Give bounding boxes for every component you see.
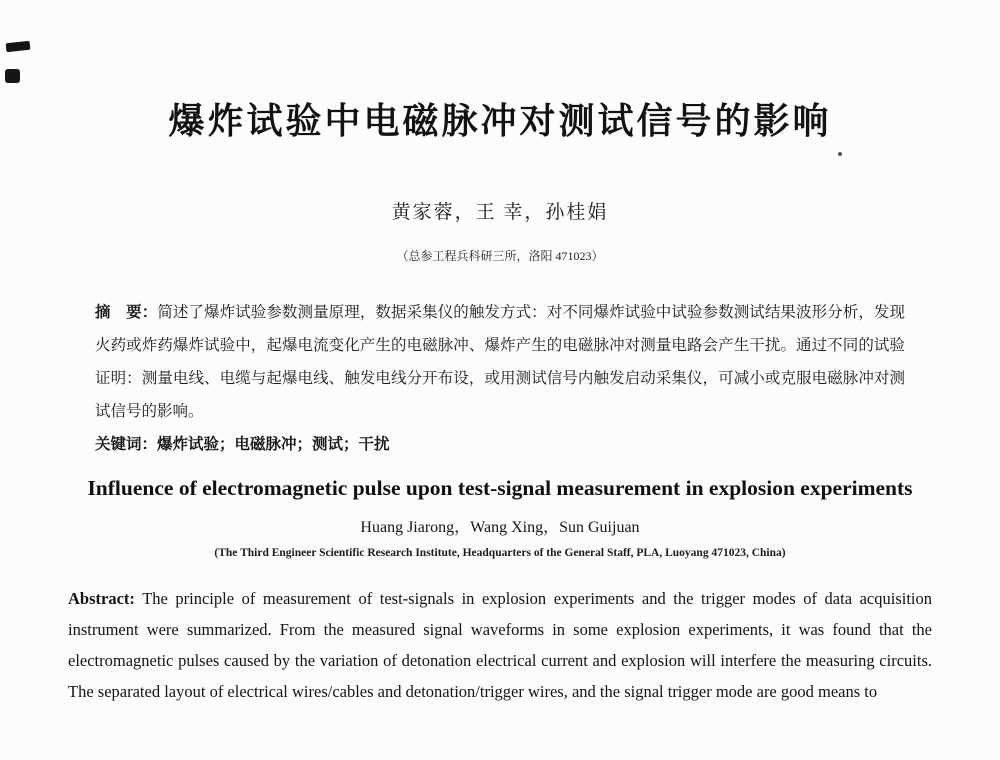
affiliation-zh: （总参工程兵科研三所，洛阳 471023）: [396, 249, 604, 263]
affiliation-en: (The Third Engineer Scientific Research Institute, Headquarters of the General Staff, PLA, Luoyang 471023, China): [214, 547, 786, 559]
keywords-zh-label: 关键词：: [95, 435, 158, 453]
abstract-zh-text: 简述了爆炸试验参数测量原理，数据采集仪的触发方式：对不同爆炸试验中试验参数测试结果波形分析，发现火药或炸药爆炸试验中，起爆电流变化产生的电磁脉冲、爆炸产生的电磁脉冲对测量电路会产生干扰。通过不同的试验证明：测量电线、电缆与起爆电线、触发电线分开布设，或用测试信号内触发启动采集仪，可减小或克服电磁脉冲对测试信号的影响。: [95, 304, 905, 420]
keywords-zh-text: 爆炸试验；电磁脉冲；测试；干扰: [157, 435, 390, 453]
paper-title-zh: 爆炸试验中电磁脉冲对测试信号的影响: [168, 101, 832, 142]
abstract-zh: [95, 296, 905, 428]
authors-en: Huang Jiarong，Wang Xing，Sun Guijuan: [360, 519, 640, 536]
abstract-en-label: Abstract:: [68, 589, 135, 608]
scan-artifact: [838, 152, 842, 156]
keywords-zh: [95, 428, 905, 461]
paper-title-en: Influence of electromagnetic pulse upon test-signal measurement in explosion experiments: [87, 476, 913, 500]
scan-artifact: [6, 41, 31, 52]
abstract-en: [68, 583, 932, 707]
abstract-zh-label: 摘 要：: [95, 303, 158, 321]
authors-zh: 黄家蓉，王 幸，孙桂娟: [391, 202, 609, 223]
abstract-en-text: The principle of measurement of test-signals in explosion experiments and the trigger modes of data acquisition instrument were summarized. From the measured signal waveforms in some explosion experiments, it was found that the electromagnetic pulses caused by the variation of detonation electrical current and explosion will interfere the measuring circuits. The separated layout of electrical wires/cables and detonation/trigger wires, and the signal trigger mode are good means to: [68, 589, 932, 701]
scan-artifact: [5, 69, 20, 83]
